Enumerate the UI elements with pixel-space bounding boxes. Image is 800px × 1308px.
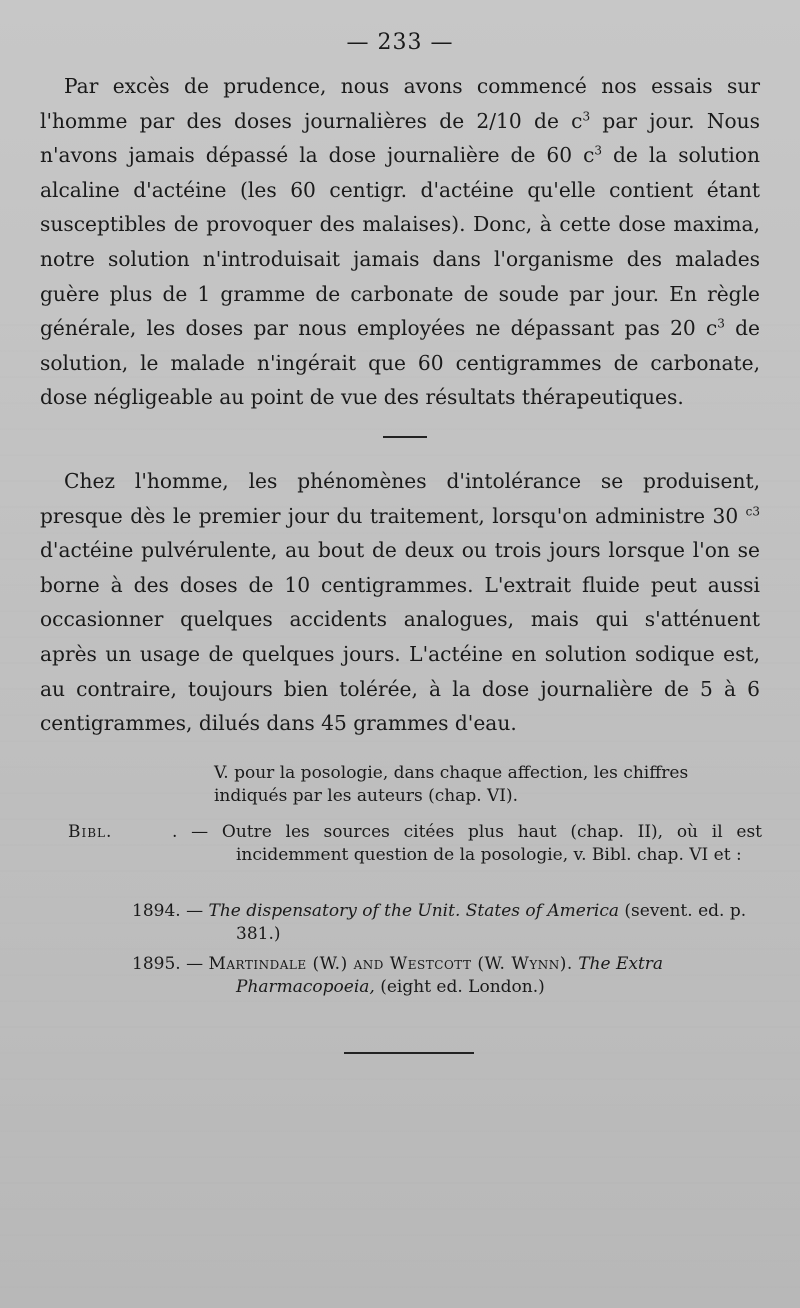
superscript: c3 [745, 503, 760, 518]
bibliography-entry [132, 900, 764, 947]
entry-title: The dispensatory of the Unit. States of America [208, 901, 619, 921]
entry-year: 1895. [132, 954, 181, 974]
entry-details: (sevent. ed. p. 381.) [236, 901, 747, 945]
paragraph-intolerance [40, 464, 760, 741]
superscript: 3 [717, 316, 725, 331]
page-number: — 233 — [346, 30, 454, 55]
posology-note: V. pour la posologie, dans chaque affection, les chiffres indiqués par les auteurs (chap. VI). [214, 763, 689, 807]
bibliography-intro: . — Outre les sources citées plus haut (chap. II), où il est incidemment question de la posologie, v. Bibl. chap. VI et : [172, 822, 762, 866]
paragraph-text: Par excès de prudence, nous avons commencé nos essais sur l'homme par des doses journalières de 2/10 de c [40, 74, 760, 133]
paragraph-dosage [40, 69, 760, 415]
superscript: 3 [594, 143, 603, 158]
bibliography-entry [132, 953, 764, 1000]
paragraph-text: de la solution alcaline d'actéine (les 60 centigr. d'actéine qu'elle contient étant susceptibles de provoquer des malaises). Donc, à cette dose maxima, notre solution n'introduisait jamais dans l'organisme des malades guère plus de 1 gramme de carbonate de soude par jour. En règle générale, les doses par nous employées ne dépassant pas 20 c [40, 143, 760, 341]
bibliography-label: Bibl. [68, 822, 113, 842]
entry-dash: — [180, 901, 209, 921]
entry-details: (eight ed. London.) [374, 977, 545, 998]
entry-year: 1894. [132, 901, 181, 921]
paragraph-text: par jour. Nous n'avons jamais dépassé la dose journalière de 60 c [40, 108, 761, 168]
section-divider [383, 436, 427, 438]
paragraph-text: de solution, le malade n'ingérait que 60 centigrammes de carbonate, dose négligeable au point de vue des résultats thérapeutiques. [40, 316, 760, 410]
entry-dash: — [180, 954, 209, 974]
end-divider [344, 1052, 474, 1054]
paragraph-text: d'actéine pulvérulente, au bout de deux ou trois jours lorsque l'on se borne à des doses de 10 centigrammes. L'extrait fluide peut aussi occasionner quelques accidents analogues, mais qui s'atténuent après un usage de quelques jours. L'actéine en solution sodique est, au contraire, toujours bien tolérée, à la dose journalière de 5 à 6 centigrammes, dilués dans 45 grammes d'eau. [40, 538, 760, 736]
superscript: 3 [582, 108, 591, 123]
paragraph-text: Chez l'homme, les phénomènes d'intolérance se produisent, presque dès le premier jour du traitement, lorsqu'on administre 30 [40, 469, 760, 528]
entry-title: The Extra Pharmacopoeia, [236, 954, 664, 998]
entry-author: Martindale (W.) and Westcott (W. Wynn). [208, 954, 573, 974]
